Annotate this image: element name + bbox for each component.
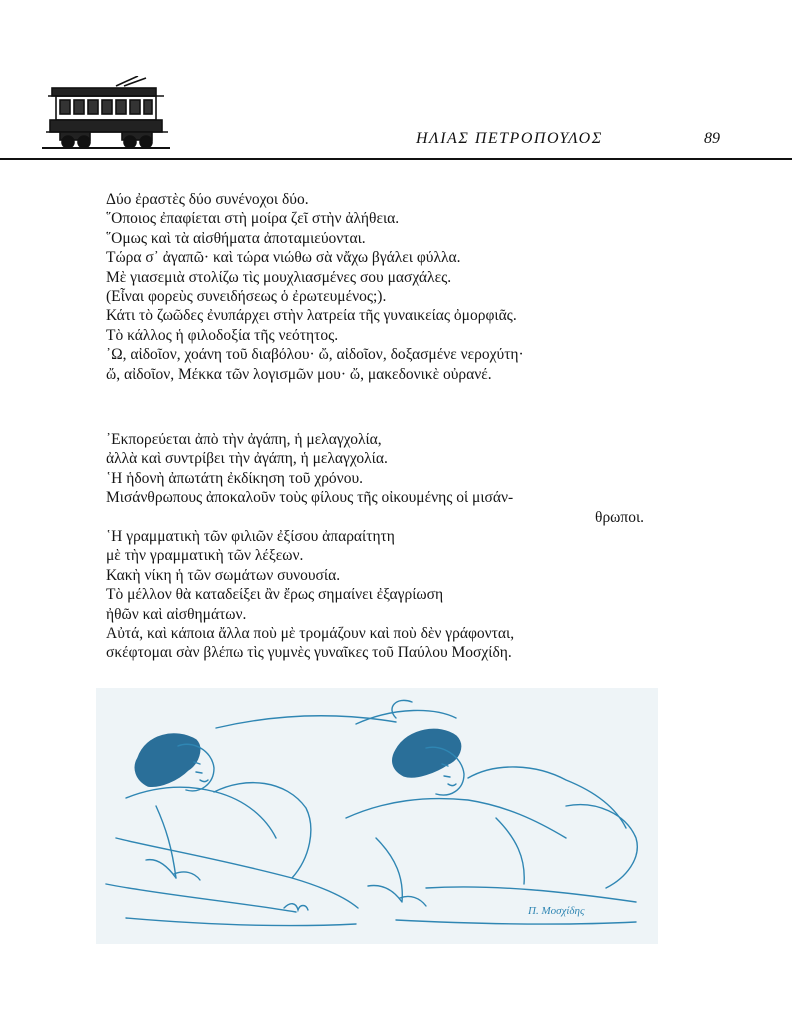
poem-line: ῾Η γραμματικὴ τῶν φιλιῶν ἐξίσου ἀπαραίτητη [106,528,395,546]
reclining-women-illustration [96,688,658,944]
poem-stanza-1 [106,190,666,384]
poem-line: Τὸ μέλλον θὰ καταδείξει ἂν ἔρως σημαίνει ἐξαγρίωση [106,586,444,604]
running-head-author: ΗΛΙΑΣ ΠΕΤΡΟΠΟΥΛΟΣ [416,130,603,147]
poem-line: Κακὴ νίκη ἡ τῶν σωμάτων συνουσία. [106,566,341,584]
poem-line: ὤ, αἰδοῖον, Μέκκα τῶν λογισμῶν μου· ὤ, μακεδονικὲ οὐρανέ. [106,365,492,383]
poem-line-continuation: θρωποι. [595,508,644,526]
artist-signature: Π. Μοσχίδης [528,905,585,917]
poem-line: ῾Η ἡδονὴ ἀπωτάτη ἐκδίκηση τοῦ χρόνου. [106,469,363,487]
page-number: 89 [704,130,720,147]
poem-line: ᾽Ω, αἰδοῖον, χοάνη τοῦ διαβόλου· ὤ, αἰδοῖον, δοξασμένε νεροχύτη· [106,346,524,364]
poem-line: μὲ τὴν γραμματικὴ τῶν λέξεων. [106,547,304,565]
poem-line: (Εἶναι φορεὺς συνειδήσεως ὁ ἐρωτευμένος;). [106,288,387,306]
poem-line: ᾽Εκπορεύεται ἀπὸ τὴν ἀγάπη, ἡ μελαγχολία, [106,431,382,448]
tram-icon [42,76,170,158]
poem-line: ῞Οποιος ἐπαφίεται στὴ μοίρα ζεῖ στὴν ἀλήθεια. [106,210,400,228]
poem-line: Τώρα σ᾽ ἀγαπῶ· καὶ τώρα νιώθω σὰ νἄχω βγάλει φύλλα. [106,249,461,267]
poem-line: Μισάνθρωπους ἀποκαλοῦν τοὺς φίλους τῆς οἰκουμένης οἱ μισάν- [106,489,514,507]
header-divider [0,158,792,160]
poem-line: Κάτι τὸ ζωῶδες ἐνυπάρχει στὴν λατρεία τῆς γυναικείας ὀμορφιᾶς. [106,307,517,325]
poem-line: ῞Ομως καὶ τὰ αἰσθήματα ἀποταμιεύονται. [106,229,366,247]
poem-line: Δύο ἐραστὲς δύο συνένοχοι δύο. [106,191,309,208]
poem-line: ἀλλὰ καὶ συντρίβει τὴν ἀγάπη, ἡ μελαγχολία. [106,450,388,468]
poem-line: Μὲ γιασεμιὰ στολίζω τὶς μουχλιασμένες σου μασχάλες. [106,268,452,286]
poem-line: ἠθῶν καὶ αἰσθημάτων. [106,605,247,623]
poem-line: Τὸ κάλλος ἡ φιλοδοξία τῆς νεότητος. [106,326,339,344]
poem-stanza-2 [106,430,666,663]
poem-line: Αὐτά, καὶ κάποια ἄλλα ποὺ μὲ τρομάζουν καὶ ποὺ δὲν γράφονται, [106,625,515,643]
poem-line: σκέφτομαι σὰν βλέπω τὶς γυμνὲς γυναῖκες τοῦ Παύλου Μοσχίδη. [106,644,512,662]
